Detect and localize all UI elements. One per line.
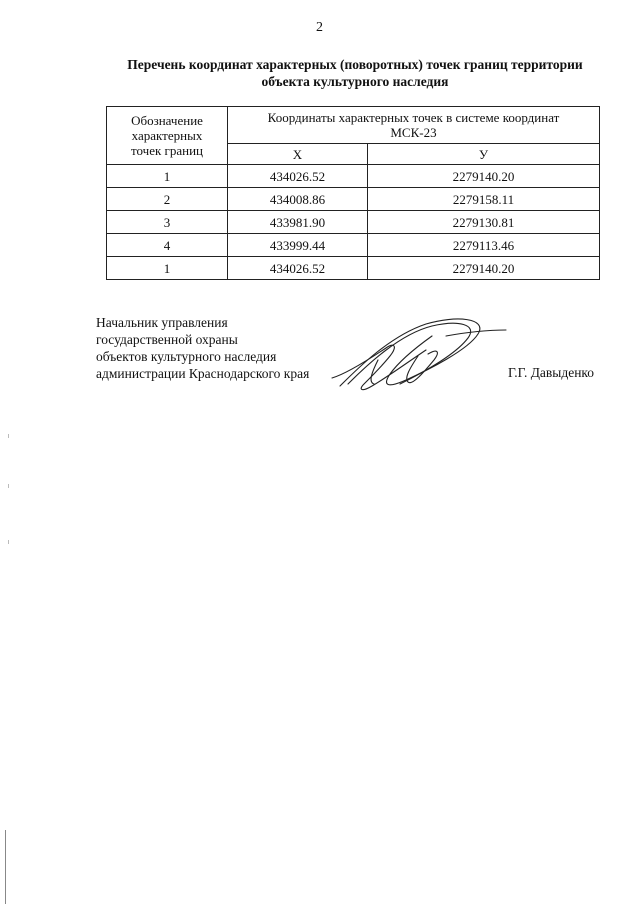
table-row — [107, 188, 600, 211]
scan-margin-mark — [8, 434, 9, 438]
x-cell: 433981.90 — [228, 211, 368, 234]
page-number: 2 — [316, 20, 323, 35]
table-row — [107, 257, 600, 280]
y-cell: 2279130.81 — [368, 211, 600, 234]
x-cell: 434008.86 — [228, 188, 368, 211]
header-coordinates-line-2: МСК-23 — [390, 125, 437, 141]
signatory-line-3: объектов культурного наследия — [96, 349, 277, 364]
signatory-line-1: Начальник управления — [96, 315, 228, 330]
signatory-name: Г.Г. Давыденко — [508, 365, 595, 380]
header-coordinates — [228, 107, 600, 144]
header-designation-line-2: характерных — [131, 128, 203, 143]
point-cell: 1 — [107, 165, 228, 188]
header-x: X — [228, 144, 368, 165]
y-cell: 2279140.20 — [368, 257, 600, 280]
point-cell: 3 — [107, 211, 228, 234]
scan-edge-line — [5, 830, 6, 904]
table-row — [107, 234, 600, 257]
point-cell: 1 — [107, 257, 228, 280]
signatory-line-4: администрации Краснодарского края — [96, 366, 310, 381]
y-cell: 2279158.11 — [368, 188, 600, 211]
table-row — [107, 165, 600, 188]
scan-margin-mark — [8, 484, 9, 488]
scan-margin-mark — [8, 540, 9, 544]
document-title — [85, 56, 625, 90]
header-designation-line-3: точек границ — [130, 143, 204, 158]
title-line-2: объекта культурного наследия — [261, 74, 449, 89]
y-cell: 2279113.46 — [368, 234, 600, 257]
point-cell: 4 — [107, 234, 228, 257]
signatory-line-2: государственной охраны — [96, 332, 238, 347]
coordinates-table — [106, 106, 600, 280]
point-cell: 2 — [107, 188, 228, 211]
x-cell: 434026.52 — [228, 257, 368, 280]
header-designation-line-1: Обозначение — [131, 113, 203, 128]
y-cell: 2279140.20 — [368, 165, 600, 188]
x-cell: 434026.52 — [228, 165, 368, 188]
header-designation — [107, 107, 228, 165]
table-row — [107, 211, 600, 234]
x-cell: 433999.44 — [228, 234, 368, 257]
header-y: У — [368, 144, 600, 165]
title-line-1: Перечень координат характерных (поворотных) точек границ территории — [127, 57, 583, 72]
header-coordinates-line-1: Координаты характерных точек в системе координат — [267, 110, 560, 126]
signatory-title — [96, 314, 309, 382]
handwritten-signature — [328, 312, 508, 394]
